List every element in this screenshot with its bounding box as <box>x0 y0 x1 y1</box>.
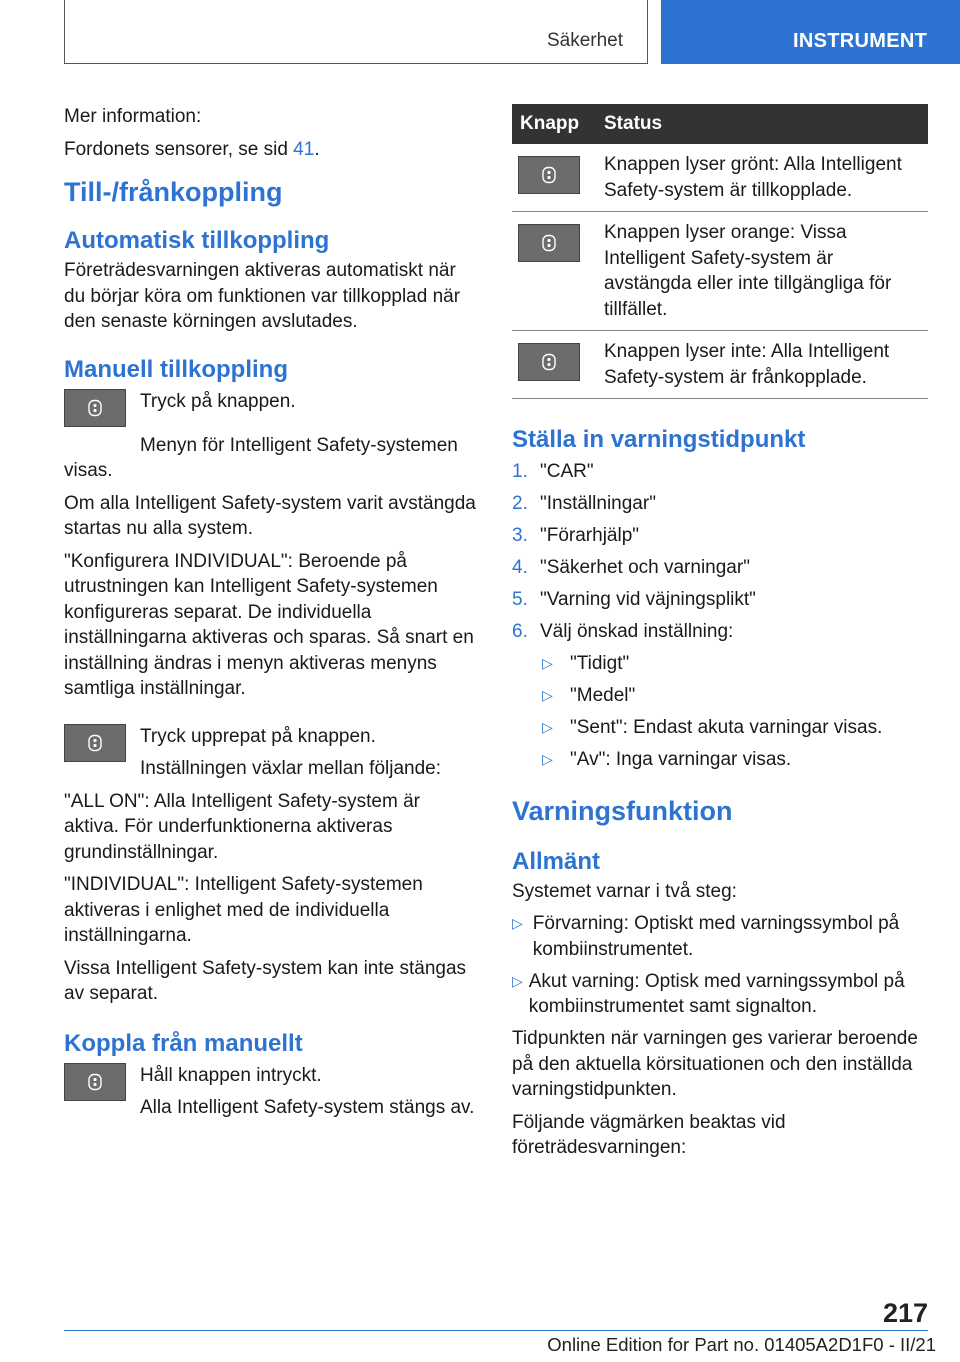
list-item <box>512 747 928 773</box>
timing-text: Tidpunkten när varningen ges varierar beroende på den aktuella körsituationen och den inställda varningstidpunkten. <box>512 1028 918 1100</box>
header-box <box>64 0 648 64</box>
right-column <box>512 104 928 1168</box>
triangle-right-icon: ▷ <box>542 655 553 671</box>
list-item <box>512 555 928 581</box>
bullet-text: Förvarning: Optiskt med varningssymbol på kombiinstrumentet. <box>532 913 900 960</box>
sensors-text: Fordonets sensorer, se sid <box>64 138 294 160</box>
safety-button-icon <box>518 224 580 262</box>
table-cell-status: Knappen lyser inte: Alla Intelligent Safety-system är frånkopplade. <box>596 331 928 399</box>
safety-button-icon <box>64 389 126 427</box>
general-text: Systemet varnar i två steg: <box>512 880 737 902</box>
step-text: Välj önskad inställning: <box>540 621 734 642</box>
step-number: 4. <box>512 557 528 578</box>
table-cell-icon <box>512 144 596 212</box>
col-header-status: Status <box>596 104 928 144</box>
step-text: "Inställningar" <box>540 493 656 514</box>
list-item <box>512 587 928 613</box>
table-cell-icon <box>512 331 596 399</box>
edition-footer: Online Edition for Part no. 01405A2D1F0 - II/21 <box>547 1334 936 1355</box>
option-text: "Sent": Endast akuta varningar visas. <box>570 717 883 738</box>
hold-text: Håll knappen intryckt. <box>140 1064 322 1086</box>
heading-general: Allmänt <box>512 847 601 875</box>
heading-auto: Automatisk tillkoppling <box>64 227 330 254</box>
table-cell-icon <box>512 212 596 331</box>
triangle-right-icon: ▷ <box>542 751 553 767</box>
press-repeat-row <box>64 724 476 782</box>
safety-button-icon <box>64 1063 126 1101</box>
step-number: 5. <box>512 589 528 610</box>
more-info-label: Mer information: <box>64 106 202 127</box>
all-off-result: Alla Intelligent Safety-system stängs av. <box>140 1097 475 1118</box>
auto-text: Företrädesvarningen aktiveras automatiskt när du börjar köra om funktionen var tillkopplad när den senaste körningen avslutades. <box>64 260 461 332</box>
step-number: 2. <box>512 493 528 514</box>
heading-toggle: Till-/frånkoppling <box>64 177 283 207</box>
safety-button-icon <box>518 343 580 381</box>
press-repeat-text: Tryck upprepat på knappen. <box>140 725 376 747</box>
footer-divider <box>64 1330 928 1331</box>
heading-set-time: Ställa in varningstidpunkt <box>512 426 806 453</box>
all-on-text: "ALL ON": Alla Intelligent Safety-system är aktiva. För underfunktionerna aktiveras grundinställningar. <box>64 790 420 863</box>
list-item <box>512 619 928 645</box>
status-table <box>512 104 928 399</box>
option-text: "Tidigt" <box>570 653 630 674</box>
list-item <box>512 459 928 485</box>
press-button-text: Tryck på knappen. <box>140 390 296 412</box>
option-text: "Medel" <box>570 685 636 706</box>
table-row <box>512 212 928 331</box>
table-row <box>512 331 928 399</box>
steps-list <box>512 459 928 773</box>
some-text: Vissa Intelligent Safety-system kan inte stängas av separat. <box>64 957 467 1004</box>
configure-text: "Konfigurera INDIVIDUAL": Beroende på utrustningen kan Intelligent Safety-systemen konfigureras separat. De individuella inställningarna aktiveras och sparas. Så snart en inställning ändras i menyn aktiveras menyns samtliga inställningar. <box>64 550 474 699</box>
signs-text: Följande vägmärken beaktas vid företrädesvarningen: <box>512 1111 786 1158</box>
step-number: 6. <box>512 621 528 642</box>
individual-text: "INDIVIDUAL": Intelligent Safety-systemen aktiveras i enlighet med de individuella inställningarna. <box>64 874 423 946</box>
table-cell-status: Knappen lyser orange: Vissa Intelligent Safety-system är avstängda eller inte tillgängliga för tillfället. <box>596 212 928 331</box>
menu-text: Menyn för Intelligent Safety-systemen visas. <box>64 434 458 481</box>
list-item <box>512 683 928 709</box>
list-item <box>512 523 928 549</box>
bullet-text: Akut varning: Optisk med varningssymbol på kombiinstrumentet samt signalton. <box>528 970 905 1017</box>
triangle-right-icon: ▷ <box>542 719 553 735</box>
sensors-reference <box>64 137 476 163</box>
sensors-end: . <box>314 138 320 160</box>
triangle-right-icon: ▷ <box>512 972 523 989</box>
table-row <box>512 144 928 212</box>
step-text: "CAR" <box>540 461 594 482</box>
heading-manual: Manuell tillkoppling <box>64 355 288 383</box>
list-item <box>512 651 928 677</box>
table-header-row <box>512 104 928 144</box>
triangle-right-icon: ▷ <box>512 915 523 931</box>
option-text: "Av": Inga varningar visas. <box>570 749 792 770</box>
switch-text: Inställningen växlar mellan följande: <box>140 758 442 779</box>
step-number: 1. <box>512 461 528 482</box>
step-text: "Förarhjälp" <box>540 525 640 546</box>
heading-warning-function: Varningsfunktion <box>512 795 733 826</box>
page-number: 217 <box>882 1298 928 1328</box>
col-header-button: Knapp <box>512 104 596 144</box>
triangle-right-icon: ▷ <box>542 687 553 703</box>
table-cell-status: Knappen lyser grönt: Alla Intelligent Safety-system är tillkopplade. <box>596 144 928 212</box>
step-number: 3. <box>512 525 528 546</box>
step-text: "Varning vid väjningsplikt" <box>540 589 756 610</box>
list-item <box>512 491 928 517</box>
step-text: "Säkerhet och varningar" <box>540 557 750 578</box>
all-off-text: Om alla Intelligent Safety-system varit avstängda startas nu alla system. <box>64 492 476 539</box>
list-item <box>512 969 928 1020</box>
page-link-41[interactable]: 41 <box>293 138 315 160</box>
left-column <box>64 104 476 1121</box>
hold-button-row <box>64 1063 476 1121</box>
list-item <box>512 715 928 741</box>
heading-off: Koppla från manuellt <box>64 1029 303 1057</box>
press-button-row <box>64 389 476 433</box>
list-item <box>512 911 928 962</box>
section-title: Säkerhet <box>546 30 623 51</box>
safety-button-icon <box>64 724 126 762</box>
chapter-tab[interactable]: INSTRUMENT <box>661 0 960 64</box>
safety-button-icon <box>518 156 580 194</box>
